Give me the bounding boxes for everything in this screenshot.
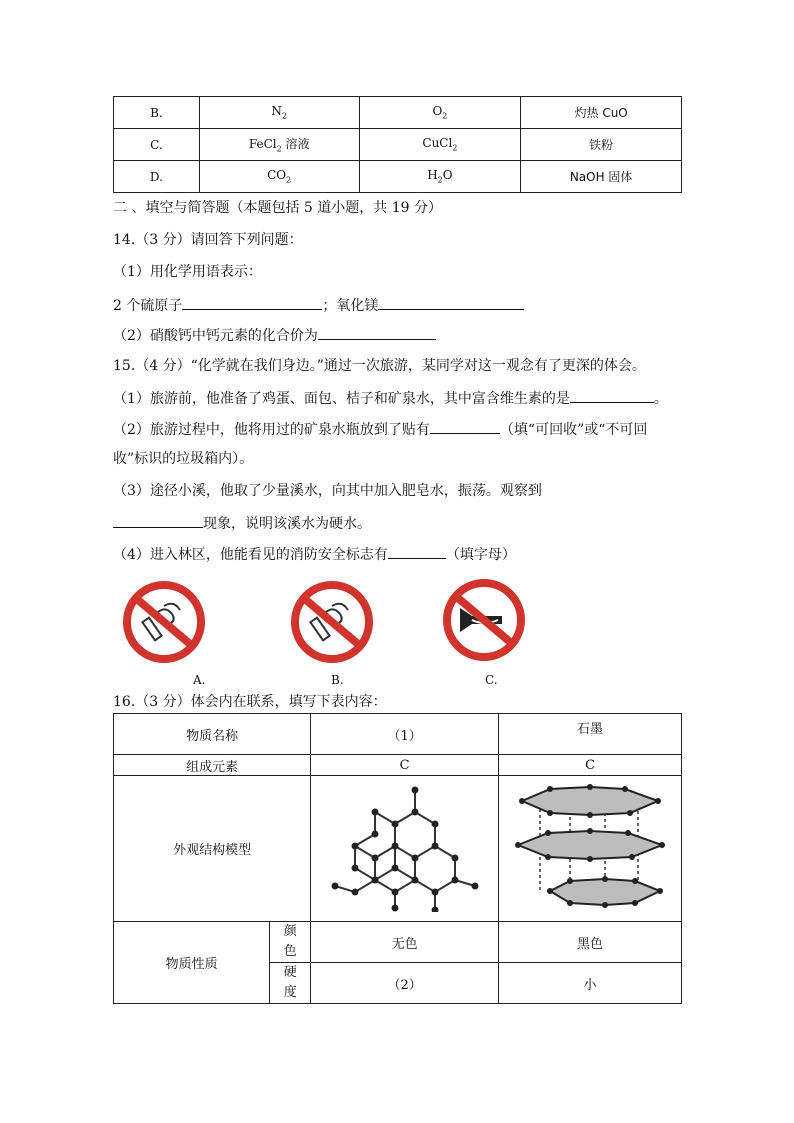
element-cell: C: [499, 755, 682, 776]
q15-part2-line: [113, 419, 647, 439]
answer-blank[interactable]: [318, 325, 436, 340]
answer-blank[interactable]: [182, 295, 322, 310]
q15-part1-line: [113, 388, 668, 408]
answer-cell[interactable]: （2）: [311, 963, 499, 1004]
q14-stem: 14.（3 分）请回答下列问题：: [113, 232, 303, 248]
answer-blank[interactable]: [430, 419, 500, 434]
table-row: [114, 755, 682, 776]
answer-blank[interactable]: [570, 388, 654, 403]
graphite-hardness-cell: 小: [499, 963, 682, 1004]
q15-part2-cont: 收”标识的垃圾箱内）。: [113, 451, 254, 467]
answer-blank[interactable]: [388, 544, 446, 559]
q15-part2-hint: （填“可回收”或“不可回: [499, 422, 648, 438]
q15-part1: （1）旅游前，他准备了鸡蛋、面包、桔子和矿泉水，其中富含维生素的是: [113, 391, 570, 407]
q14-part2: （2）硝酸钙中钙元素的化合价为: [113, 328, 318, 344]
carbon-table: [113, 713, 682, 1004]
table-row: [114, 714, 682, 755]
table-row: [114, 129, 682, 161]
q15-part4-hint: （填字母）: [445, 547, 516, 563]
impurity-cell: CuCl$_2$: [359, 129, 521, 161]
substance-cell: $N_2$: [199, 97, 359, 129]
diamond-lattice-icon: [320, 782, 490, 912]
row-label: D.: [114, 161, 200, 193]
q15-part4: （4）进入林区，他能看见的消防安全标志有: [113, 547, 388, 563]
answer-blank[interactable]: [113, 513, 203, 528]
q15-stem: 15.（4 分）“化学就在我们身边。”通过一次旅游，某同学对这一观念有了更深的体会。: [113, 358, 646, 374]
reagent-cell: 灼热 CuO: [521, 97, 682, 129]
q14-part2-line: [113, 325, 436, 345]
impurity-cell: $O_2$: [359, 97, 521, 129]
q14-part1-line: [113, 295, 524, 315]
period: 。: [653, 391, 668, 407]
substance-cell: FeCl$_2$ 溶液: [199, 129, 359, 161]
no-smoking-sign-icon: [122, 580, 206, 664]
graphite-cell: 石墨: [499, 714, 682, 755]
no-horn-sign-icon: [442, 578, 526, 662]
option-b-label: B.: [331, 673, 344, 687]
no-smoking-sign-icon: [290, 580, 374, 664]
impurity-cell: $H_2O$: [359, 161, 521, 193]
option-c-label: C.: [485, 673, 498, 687]
q14-part1: （1）用化学用语表示：: [113, 264, 262, 280]
q14-mgo-label: ；氧化镁: [322, 298, 379, 314]
answer-blank[interactable]: [378, 295, 524, 310]
answer-cell[interactable]: （1）: [311, 714, 499, 755]
header-label: 物质名称: [114, 714, 311, 755]
hardness-sublabel: 硬 度: [270, 963, 311, 1004]
element-cell: C: [311, 755, 499, 776]
row-label: C.: [114, 129, 200, 161]
property-label: 物质性质: [114, 922, 270, 1004]
table-row: [114, 161, 682, 193]
table-row: [114, 776, 682, 922]
graphite-layers-icon: [510, 781, 670, 913]
diamond-structure-cell: [311, 776, 499, 922]
color-sublabel: 颜 色: [270, 922, 311, 963]
reagent-cell: 铁粉: [521, 129, 682, 161]
diamond-color-cell: 无色: [311, 922, 499, 963]
table-row: [114, 97, 682, 129]
substance-cell: $CO_2$: [199, 161, 359, 193]
q15-part4-line: [113, 544, 516, 564]
option-a-label: A.: [193, 673, 206, 687]
q16-stem: 16.（3 分）体会内在联系，填写下表内容：: [113, 694, 387, 710]
q15-part3: （3）途径小溪，他取了少量溪水，向其中加入肥皂水，振荡。观察到: [113, 483, 542, 499]
table-row: [114, 922, 682, 963]
structure-label: 外观结构模型: [114, 776, 311, 922]
q14-sulfur-label: 2 个硫原子: [113, 298, 183, 314]
section-heading: 二 、填空与简答题（本题包括 5 道小题，共 19 分）: [113, 200, 442, 216]
element-label: 组成元素: [114, 755, 311, 776]
reagent-cell: NaOH 固体: [521, 161, 682, 193]
q15-part3-line: [113, 513, 371, 533]
reagent-table: [113, 96, 682, 193]
row-label: B.: [114, 97, 200, 129]
q15-part2: （2）旅游过程中，他将用过的矿泉水瓶放到了贴有: [113, 422, 430, 438]
graphite-structure-cell: [499, 776, 682, 922]
graphite-color-cell: 黑色: [499, 922, 682, 963]
q15-part3-cont: 现象，说明该溪水为硬水。: [203, 516, 371, 532]
